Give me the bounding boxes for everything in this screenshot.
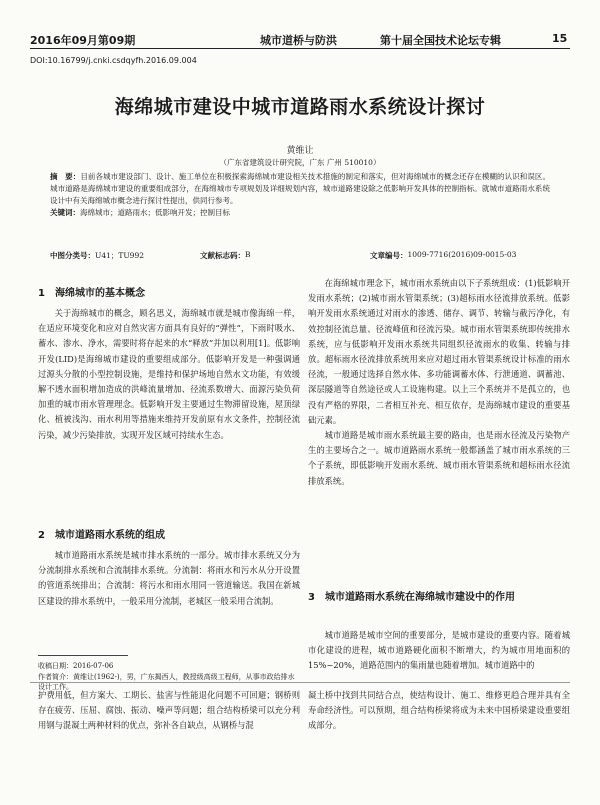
section-3-body bbox=[308, 628, 570, 674]
abstract bbox=[50, 171, 550, 219]
section-3-heading: 3 城市道路雨水系统在海绵城市建设中的作用 bbox=[308, 592, 515, 603]
right-paragraph-1: 在海绵城市理念下，城市雨水系统由以下子系统组成：(1)低影响开发雨水系统；(2)城市雨水管渠系统；(3)超标雨水径流排放系统。低影响开发雨水系统通过对雨水的渗透、储存、调节、转输与截污净化，有效控制径流总量、径流峰值和径流污染。城市雨水管渠系统即传统排水系统，应与低影响开发雨水系统共同组织径流雨水的收集、转输与排放。超标雨水径流排放系统用来应对超过雨水管渠系统设计标准的雨水径流，一般通过选择自然水体、多功能调蓄水体、行泄通道、调蓄池、深层隧道等自然途径或人工设施构建。以上三个系统并不是孤立的，也没有严格的界限，二者相互补充、相互依存，是海绵城市建设的重要基础元素。 bbox=[308, 278, 570, 425]
section-2-paragraph: 城市道路雨水系统是城市排水系统的一部分。城市排水系统又分为分流制排水系统和合流制排水系统。分流制：将雨水和污水从分开设置的管道系统排出；合流制：将污水和雨水用同一管道输送。我国在新城区建设的排水系统中，一般采用分流制，老城区一般采用合流制。 bbox=[38, 550, 300, 606]
section-3-paragraph: 城市道路是城市空间的重要部分，是城市建设的重要内容。随着城市化建设的进程，城市道路硬化面积不断增大，约为城市用地面积的15%~20%，道路范围内的集雨量也随着增加。城市道路中的 bbox=[308, 630, 570, 671]
journal-column: 城市道桥与防洪 bbox=[260, 34, 337, 47]
doc-code-value: B bbox=[245, 250, 251, 259]
right-paragraph-2: 城市道路是城市雨水系统最主要的路由，也是雨水径流及污染物产生的主要场合之一。城市道路雨水系统一般都涵盖了城市雨水系统的三个子系统，即低影响开发雨水系统、城市雨水管渠系统和超标雨水径流排放系统。 bbox=[308, 430, 570, 486]
footnote-rule bbox=[38, 655, 128, 656]
page-separator bbox=[30, 682, 570, 683]
keywords-text: 海绵城市；道路雨水；低影响开发；控制目标 bbox=[80, 208, 230, 217]
article-title: 海绵城市建设中城市道路雨水系统设计探讨 bbox=[114, 96, 486, 118]
article-no-label: 文章编号： bbox=[370, 251, 408, 260]
bottom-right-text: 凝土桥中找到共同结合点，使结构设计、施工、维修更趋合理并具有全寿命经济性。可以预期，组合结构桥梁将成为未来中国桥梁建设重要组成部分。 bbox=[308, 690, 570, 731]
doi: DOI:10.16799/j.cnki.csdqyfh.2016.09.004 bbox=[30, 56, 197, 65]
special-issue: 第十届全国技术论坛专辑 bbox=[380, 34, 501, 47]
header-rule bbox=[30, 48, 570, 49]
author: 黄维让 bbox=[286, 146, 314, 156]
author-bio: 作者简介：黄维让(1962-)，男，广东揭西人，教授级高级工程师，从事市政给排水设计工作。 bbox=[38, 672, 295, 691]
keywords-label: 关键词： bbox=[50, 208, 80, 217]
section-1-body bbox=[38, 306, 300, 443]
right-column-body bbox=[308, 276, 570, 489]
clc-value: U41；TU992 bbox=[95, 251, 145, 260]
received-date: 收稿日期：2016-07-06 bbox=[38, 662, 114, 670]
doc-code-label: 文献标志码： bbox=[200, 251, 245, 260]
section-2-heading: 2 城市道路雨水系统的组成 bbox=[38, 530, 165, 541]
section-2-body bbox=[38, 548, 300, 609]
abstract-text: 目前各城市建设部门、设计、施工单位在积极探索海绵城市建设相关技术措施的制定和落实，但对海绵城市的概念还存在模糊的认识和误区。城市道路是海绵城市建设的重要组成部分，在海绵城市专项规划及详细规划内容，城市道路建设除之低影响开发具体的控制指标。就城市道路雨水系统设计中有关海绵城市概念进行探讨性提出，供同行参考。 bbox=[50, 172, 551, 205]
abstract-label: 摘 要： bbox=[50, 172, 81, 181]
section-1-paragraph: 关于海绵城市的概念，顾名思义，海绵城市就是城市像海绵一样，在适应环境变化和应对自然灾害方面具有良好的“弹性”，下雨时吸水、蓄水、渗水、净水，需要时将存起来的水“释放”并加以利用[1]。低影响开发(LID)是海绵城市建设的重要组成部分。低影响开发是一种强调通过源头分散的小型控制设施，是维持和保护场地自然水文功能，有效缓解不透水面积增加造成的洪峰流量增加、径流系数增大、面源污染负荷加重的城市雨水管理理念。低影响开发主要通过生物滞留设施，屋顶绿化、植被浅沟、雨水利用等措施来维持开发前原有水文条件，控制径流污染，减少污染排放，实现开发区域可持续水生态。 bbox=[38, 308, 300, 440]
page-number: 15 bbox=[552, 32, 568, 45]
issue-label: 2016年09月第09期 bbox=[30, 34, 136, 47]
section-1-heading: 1 海绵城市的基本概念 bbox=[38, 288, 145, 299]
clc-label: 中图分类号： bbox=[50, 251, 95, 260]
affiliation: （广东省建筑设计研究院，广东 广州 510010） bbox=[219, 158, 381, 167]
bottom-left-text: 护费用低，但方案大、工期长、盐害与性能退化问题不可回避；钢桥则存在疲劳、压屈、腐蚀、振动、噪声等问题；组合结构桥梁可以充分利用钢与混凝土两种材料的优点，弥补各自缺点，从钢桥与混 bbox=[38, 690, 300, 731]
classification-line bbox=[50, 250, 550, 262]
article-no-value: 1009-7716(2016)09-0015-03 bbox=[407, 250, 517, 259]
running-header bbox=[30, 32, 570, 48]
